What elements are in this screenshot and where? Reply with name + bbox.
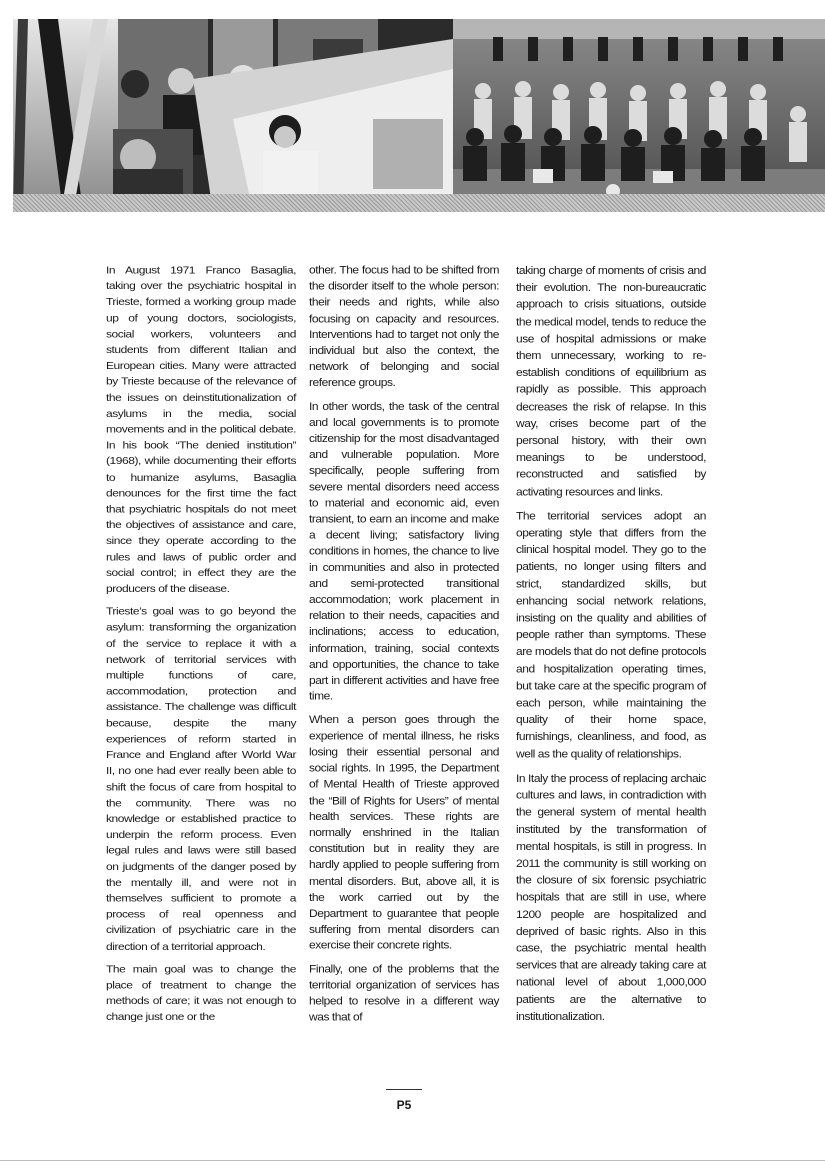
historic-asylum-photos (13, 19, 453, 212)
text-column-1 (106, 262, 296, 1032)
page-bottom-edge (0, 1160, 825, 1161)
page-number: P5 (396, 1098, 412, 1112)
paragraph: taking charge of moments of crisis and their evolution. The non-bureaucratic approach to crisis situations, outside the medical model, tends to reduce the use of hospital admissions or make them unnecessary, working to re-establish conditions of equilibrium as rapidly as possible. This approach decreases the risk of relapse. In this way, crises become part of the personal history, with their own meanings to be understood, reconstructed and satisfied by activating resources and links. (516, 263, 706, 498)
paragraph: other. The focus had to be shifted from the disorder itself to the whole person: their needs and rights, while also focusing on capacity and resources. Interventions had to target not only the individual but also the context, the network of belonging and social reference groups. (309, 263, 499, 390)
paragraph: The main goal was to change the place of treatment to change the methods of care; it was not enough to change just one or the (106, 962, 296, 1023)
photo-banner (13, 19, 825, 212)
paragraph: Trieste’s goal was to go beyond the asylum: transforming the organization of the service to replace it with a network of territorial services with multiple functions of care, accommodation, protection and assistance. The challenge was difficult because, despite the many experiences of reform started in France and England after World War II, no one had ever really been able to shift the focus of care from hospital to the community. There was no knowledge or established practice to underpin the reform process. Even legal rules and laws were still based on judgments of the danger posed by the mentally ill, and were not in themselves sufficient to promote a process of real openness and civilization of psychiatric care in the direction of a territorial approach. (106, 605, 296, 952)
paragraph: When a person goes through the experience of mental illness, he risks losing their essential personal and social rights. In 1995, the Department of Mental Health of Trieste approved the “Bill of Rights for Users” of mental health services. These rights are normally enshrined in the Italian constitution but in reality they are hardly applied to people suffering from mental disorders. But, above all, it is the work carried out by the Department to guarantee that people suffering from mental disorders can exercise their concrete rights. (309, 713, 499, 952)
paragraph: In August 1971 Franco Basaglia, taking over the psychiatric hospital in Trieste, formed a working group made up of young doctors, sociologists, social workers, volunteers and students from different Italian and European cities. Many were attracted by Trieste because of the relevance of the issues on deinstitutionalization of asylums in the media, social movements and in the political debate. In his book “The denied institution” (1968), while documenting their efforts to humanize asylums, Basaglia denounces for the first time the fact that psychiatric hospitals do not meet the objectives of assistance and care, since they operate according to the rules and laws of public order and social control; in effect they are the producers of the disease. (106, 263, 296, 595)
group-photo (453, 19, 825, 212)
banner-texture-strip (13, 194, 825, 212)
paragraph: In Italy the process of replacing archaic cultures and laws, in contradiction with the general system of mental health instituted by the transformation of mental hospitals, is still in progress. In 2011 the community is still working on the closure of six forensic psychiatric hospitals that are still in use, where 1200 people are hospitalized and deprived of basic rights. Also in this case, the psychiatric mental health services that are already taking care at national level of about 1,000,000 patients are the alternative to institutionalization. (516, 771, 706, 1023)
paragraph: In other words, the task of the central and local governments is to promote citizenship for the most disadvantaged and vulnerable population. More specifically, people suffering from severe mental disorders need access to material and economic aid, even transient, to earn an income and make a decent living; satisfactory living conditions in homes, the chance to live in communities and also in protected and semi-protected transitional accommodation; work placement in relation to their needs, capacities and inclinations; access to education, information, training, social contexts and opportunities, the chance to take part in different activities and have free time. (309, 399, 499, 703)
banner-photo-collage (13, 19, 825, 212)
paragraph: The territorial services adopt an operating style that differs from the clinical hospital model. They go to the patients, no longer using filters and strict, standardized skills, but enhancing social network relations, insisting on the quality and abilities of people rather than symptoms. These are models that do not define protocols and hospitalization operating times, but take care at the specific program of each person, while maintaining the quality of their home space, furnishings, cleanliness, and food, as well as the quality of relationships. (516, 509, 706, 761)
text-column-3 (516, 262, 706, 1032)
text-column-2 (309, 262, 499, 1032)
paragraph: Finally, one of the problems that the territorial organization of services has helped to resolve in a different way was that of (309, 962, 499, 1024)
page-number-rule (386, 1089, 422, 1090)
